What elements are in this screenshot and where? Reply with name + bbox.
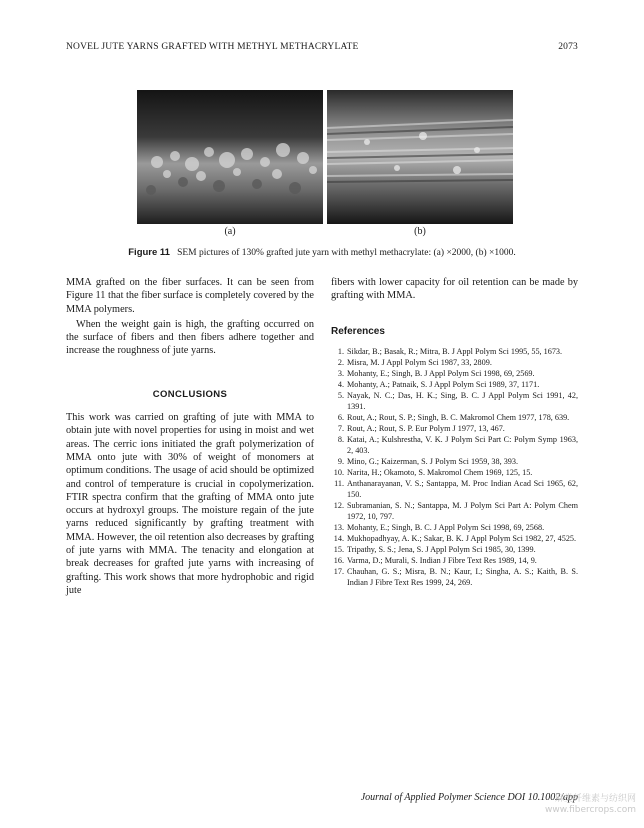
reference-text: Mohanty, E.; Singh, B. C. J Appl Polym Sci 1998, 69, 2568. [347, 522, 545, 532]
reference-text: Misra, M. J Appl Polym Sci 1987, 33, 2809. [347, 357, 492, 367]
paragraph-1: MMA grafted on the fiber surfaces. It can be seen from Figure 11 that the fiber surface is completely covered by the MMA polymers. [66, 277, 314, 315]
paragraph-2: When the weight gain is high, the grafting occurred on the surface of fibers and then fibers adhere together and increase the roughness of jute yarns. [66, 318, 314, 357]
reference-number: 16. [333, 555, 344, 565]
reference-item [331, 533, 578, 544]
figure-caption-label: Figure 11 [128, 247, 170, 258]
reference-text: Rout, A.; Rout, S. P. Eur Polym J 1977, 13, 467. [347, 423, 505, 433]
left-column [66, 276, 314, 597]
reference-item [331, 423, 578, 434]
reference-item [331, 368, 578, 379]
reference-number: 11. [334, 478, 344, 488]
reference-text: Varma, D.; Murali, S. Indian J Fibre Text Res 1989, 14, 9. [347, 555, 537, 565]
reference-number: 8. [337, 434, 344, 444]
reference-text: Nayak, N. C.; Das, H. K.; Sing, B. C. J Appl Polym Sci 1991, 42, 1391. [347, 390, 578, 411]
reference-number: 10. [333, 467, 344, 477]
reference-item [331, 478, 578, 500]
reference-number: 1. [337, 346, 344, 356]
watermark-line-1: 麻类纤维素与纺织网 [554, 794, 636, 804]
reference-item [331, 412, 578, 423]
reference-item [331, 544, 578, 555]
reference-number: 7. [337, 423, 344, 433]
reference-number: 3. [337, 368, 344, 378]
reference-item [331, 522, 578, 533]
continuation-paragraph: fibers with lower capacity for oil retention can be made by grafting with MMA. [331, 277, 578, 302]
reference-number: 15. [333, 544, 344, 554]
reference-text: Sikdar, B.; Basak, R.; Mitra, B. J Appl Polym Sci 1995, 55, 1673. [347, 346, 563, 356]
page-number: 2073 [558, 42, 578, 52]
reference-number: 2. [337, 357, 344, 367]
reference-item [331, 346, 578, 357]
reference-number: 14. [333, 533, 344, 543]
running-title: NOVEL JUTE YARNS GRAFTED WITH METHYL METHACRYLATE [66, 42, 359, 52]
reference-item [331, 566, 578, 588]
reference-text: Katai, A.; Kulshrestha, V. K. J Polym Sci Part C: Polym Symp 1963, 2, 403. [347, 434, 578, 455]
reference-number: 9. [337, 456, 344, 466]
reference-item [331, 500, 578, 522]
reference-number: 12. [333, 500, 344, 510]
right-column [331, 276, 578, 588]
reference-number: 6. [337, 412, 344, 422]
watermark-line-2: www.fibercrops.com [545, 805, 636, 815]
reference-item [331, 390, 578, 412]
reference-item [331, 555, 578, 566]
running-header [66, 42, 578, 52]
reference-text: Rout, A.; Rout, S. P.; Singh, B. C. Makromol Chem 1977, 178, 639. [347, 412, 570, 422]
figure-11 [137, 90, 561, 240]
reference-number: 4. [337, 379, 344, 389]
figure-caption [60, 247, 584, 258]
panel-a-label: (a) [224, 226, 236, 237]
reference-number: 17. [333, 566, 344, 576]
journal-footer: Journal of Applied Polymer Science DOI 10.1002/app [360, 792, 578, 803]
reference-text: Mukhopadhyay, A. K.; Sakar, B. K. J Appl Polym Sci 1982, 27, 4525. [347, 533, 577, 543]
conclusions-heading: CONCLUSIONS [152, 388, 228, 400]
reference-text: Anthanarayanan, V. S.; Santappa, M. Proc Indian Acad Sci 1965, 62, 150. [347, 478, 578, 499]
reference-text: Mohanty, A.; Patnaik, S. J Appl Polym Sci 1989, 37, 1171. [347, 379, 540, 389]
reference-text: Tripathy, S. S.; Jena, S. J Appl Polym Sci 1985, 30, 1399. [347, 544, 536, 554]
reference-text: Narita, H.; Okamoto, S. Makromol Chem 1969, 125, 15. [347, 467, 533, 477]
sem-image-a [137, 90, 323, 224]
sem-image-b [327, 90, 513, 224]
reference-item [331, 434, 578, 456]
reference-list [331, 346, 578, 588]
figure-caption-text: SEM pictures of 130% grafted jute yarn with methyl methacrylate: (a) ×2000, (b) ×1000. [177, 248, 516, 258]
watermark [545, 794, 636, 816]
reference-number: 13. [333, 522, 344, 532]
reference-text: Mino, G.; Kaizerman, S. J Polym Sci 1959, 38, 393. [347, 456, 519, 466]
reference-text: Subramanian, S. N.; Santappa, M. J Polym Sci Part A: Polym Chem 1972, 10, 797. [347, 500, 578, 521]
reference-item [331, 357, 578, 368]
conclusions-paragraph: This work was carried on grafting of jute with MMA to obtain jute with novel properties for using in moist and wet areas. The cerric ions initiated the graft polymerization of MMA onto jute with 30% of weight of monomers at optimum conditions. The usage of acid should be optimized and control of temperature is crucial in copolymerization. FTIR spectra confirm that the grafting of MMA onto jute occurs at hydroxyl groups. The moisture regain of the jute yarns reduced significantly by grafting treatment with MMA. However, the oil retention also decreases by grafting of jute yarns with MMA. The tenacity and elongation at break decreases for grafted jute yarns with increasing of grafting. This work shows that more hydrophobic and rigid jute [66, 412, 314, 596]
references-heading: References [331, 325, 385, 337]
reference-item [331, 456, 578, 467]
reference-item [331, 467, 578, 478]
reference-text: Chauhan, G. S.; Misra, B. N.; Kaur, I.; Singha, A. S.; Kaith, B. S. Indian J Fibre Text Res 1999, 24, 269. [347, 566, 578, 587]
reference-text: Mohanty, E.; Singh, B. J Appl Polym Sci 1998, 69, 2569. [347, 368, 535, 378]
reference-item [331, 379, 578, 390]
reference-number: 5. [337, 390, 344, 400]
panel-b-label: (b) [414, 226, 426, 237]
